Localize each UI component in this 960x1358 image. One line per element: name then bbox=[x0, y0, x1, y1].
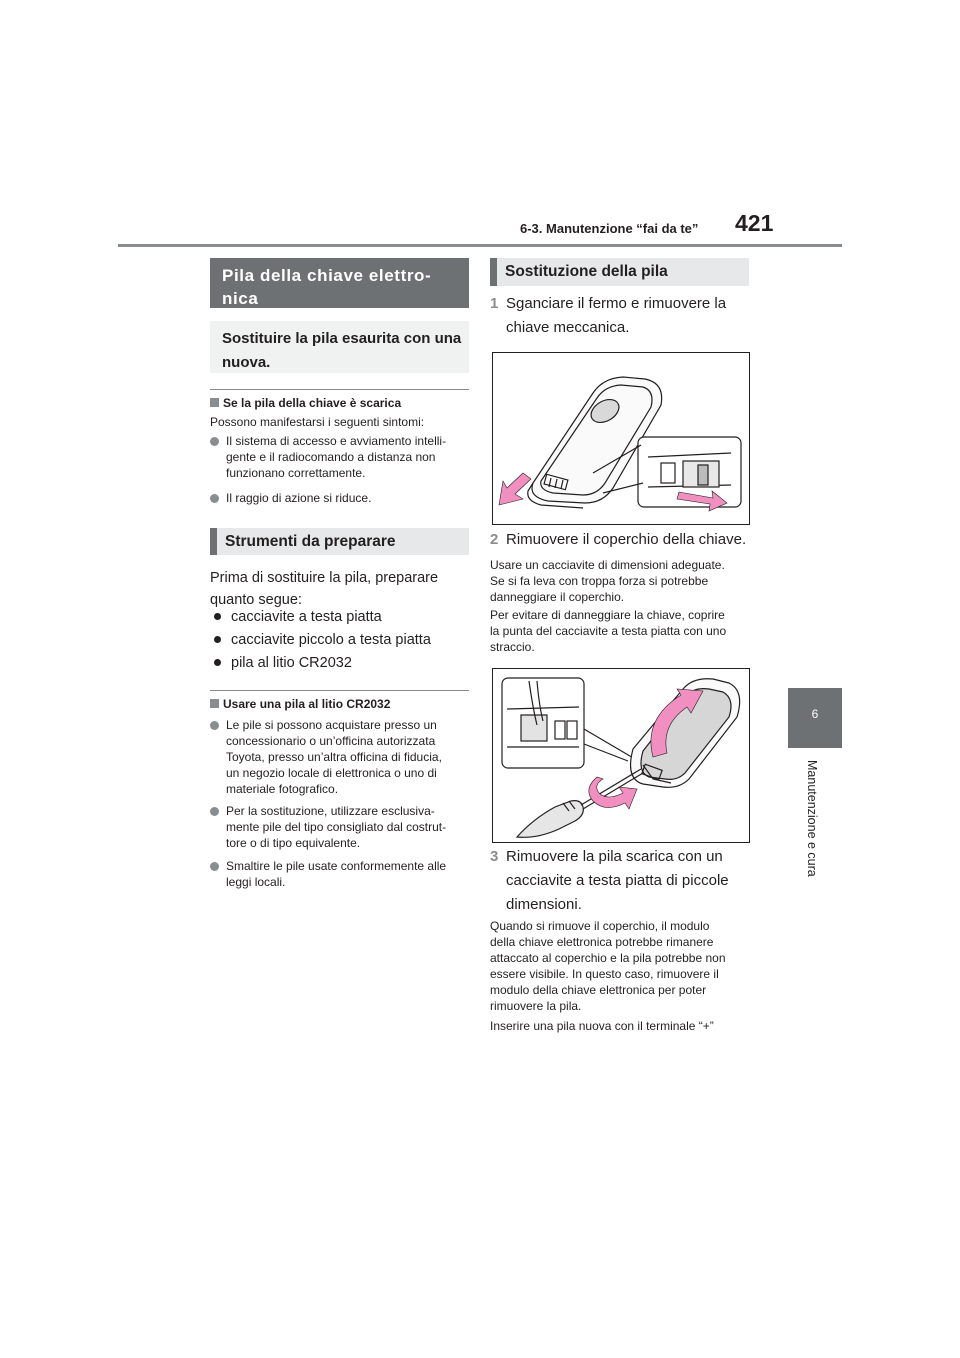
symptom-1-line-2: gente e il radiocomando a distanza non bbox=[226, 450, 436, 464]
step-3-note-1-line-2: della chiave elettronica potrebbe rimanere bbox=[490, 935, 714, 949]
step-2-text: Rimuovere il coperchio della chiave. bbox=[506, 531, 747, 548]
battery-heading-line1: Pila della chiave elettro- bbox=[222, 266, 432, 285]
header-rule bbox=[118, 244, 842, 247]
step-2-note-1 bbox=[490, 557, 725, 605]
lithium-heading bbox=[210, 696, 390, 712]
dot-bullet-icon bbox=[210, 437, 219, 446]
step-3-note-2: Inserire una pila nuova con il terminale “+” bbox=[490, 1019, 714, 1033]
step-2-number: 2 bbox=[490, 531, 499, 548]
step-1-line2: chiave meccanica. bbox=[506, 319, 630, 336]
symptom-2-line-1: Il raggio di azione si riduce. bbox=[226, 491, 372, 505]
step-2-note-2-line-3: straccio. bbox=[490, 640, 535, 654]
tool-1: cacciavite a testa piatta bbox=[231, 609, 382, 625]
step-3-note-1-line-4: essere visibile. In questo caso, rimuovere il bbox=[490, 967, 719, 981]
step-3-note-1-line-5: modulo della chiave elettronica per poter bbox=[490, 983, 707, 997]
chapter-label bbox=[772, 760, 852, 890]
step-2-note-1-line-2: Se si fa leva con troppa forza si potrebbe bbox=[490, 574, 709, 588]
tool-item bbox=[210, 652, 352, 674]
note-3-line-2: leggi locali. bbox=[226, 875, 286, 889]
step-1-line1: Sganciare il fermo e rimuovere la bbox=[506, 295, 727, 312]
step-2-note-2 bbox=[490, 607, 726, 655]
note-1-line-3: Toyota, presso un’altra officina di fiducia, bbox=[226, 750, 442, 764]
lithium-heading-text: Usare una pila al litio CR2032 bbox=[223, 697, 391, 711]
cover-removal-illustration bbox=[493, 669, 749, 842]
bullet-icon bbox=[214, 659, 221, 666]
chapter-label-text: Manutenzione e cura bbox=[805, 760, 819, 877]
dot-bullet-icon bbox=[210, 862, 219, 871]
discharged-text: Possono manifestarsi i seguenti sintomi: bbox=[210, 415, 425, 429]
step-3 bbox=[490, 845, 729, 917]
square-bullet-icon bbox=[210, 699, 219, 708]
step-3-note-1 bbox=[490, 918, 726, 1014]
square-bullet-icon bbox=[210, 398, 219, 407]
step-2 bbox=[490, 528, 746, 552]
step-3-note-1-line-1: Quando si rimuove il coperchio, il modulo bbox=[490, 919, 710, 933]
step-3-number: 3 bbox=[490, 848, 499, 865]
intro-box bbox=[210, 321, 469, 373]
rule-1 bbox=[210, 389, 469, 390]
tool-2: cacciavite piccolo a testa piatta bbox=[231, 632, 431, 648]
step-3-note-1-line-3: attaccato al coperchio e la pila potrebbe non bbox=[490, 951, 726, 965]
step-1 bbox=[490, 292, 726, 340]
step-2-note-1-line-3: danneggiare il coperchio. bbox=[490, 590, 625, 604]
symptom-1-line-3: funzionano correttamente. bbox=[226, 466, 366, 480]
discharged-heading bbox=[210, 395, 401, 411]
note-2-line-3: tore o di tipo equivalente. bbox=[226, 836, 361, 850]
step-3-line1: Rimuovere la pila scarica con un bbox=[506, 848, 723, 865]
replacement-heading: Sostituzione della pila bbox=[490, 258, 749, 286]
step-2-note-2-line-1: Per evitare di danneggiare la chiave, coprire bbox=[490, 608, 725, 622]
rule-2 bbox=[210, 690, 469, 691]
step-2-note-2-line-2: la punta del cacciavite a testa piatta con uno bbox=[490, 624, 727, 638]
bullet-icon bbox=[214, 636, 221, 643]
battery-heading-line2: nica bbox=[222, 289, 259, 308]
note-1-line-4: un negozio locale di elettronica o uno di bbox=[226, 766, 437, 780]
figure-cover-removal bbox=[492, 668, 750, 843]
page-number: 421 bbox=[735, 210, 774, 236]
tool-item bbox=[210, 606, 382, 628]
symptom-1-line-1: Il sistema di accesso e avviamento intelli- bbox=[226, 434, 447, 448]
tools-intro-line2: quanto segue: bbox=[210, 592, 302, 608]
dot-bullet-icon bbox=[210, 494, 219, 503]
step-3-line3: dimensioni. bbox=[506, 896, 582, 913]
figure-key-release bbox=[492, 352, 750, 525]
step-2-note-1-line-1: Usare un cacciavite di dimensioni adeguate. bbox=[490, 558, 725, 572]
note-2-line-1: Per la sostituzione, utilizzare esclusiva- bbox=[226, 804, 435, 818]
tools-intro-line1: Prima di sostituire la pila, preparare bbox=[210, 570, 439, 586]
bullet-icon bbox=[214, 613, 221, 620]
note-1-line-5: materiale fotografico. bbox=[226, 782, 339, 796]
tool-item bbox=[210, 629, 431, 651]
dot-bullet-icon bbox=[210, 721, 219, 730]
battery-heading bbox=[210, 258, 469, 308]
key-release-illustration bbox=[493, 353, 749, 524]
step-3-note-1-line-6: rimuovere la pila. bbox=[490, 999, 582, 1013]
tools-intro bbox=[210, 567, 438, 611]
section-title: 6-3. Manutenzione “fai da te” bbox=[520, 221, 699, 236]
note-1-line-2: concessionario o un’officina autorizzata bbox=[226, 734, 436, 748]
note-2-line-2: mente pile del tipo consigliato dal costrut- bbox=[226, 820, 447, 834]
tools-heading: Strumenti da preparare bbox=[210, 528, 469, 555]
step-1-number: 1 bbox=[490, 295, 499, 312]
chapter-number: 6 bbox=[811, 707, 819, 721]
intro-line2: nuova. bbox=[222, 354, 271, 371]
intro-line1: Sostituire la pila esaurita con una bbox=[222, 330, 462, 347]
step-3-line2: cacciavite a testa piatta di piccole bbox=[506, 872, 729, 889]
tool-3: pila al litio CR2032 bbox=[231, 655, 352, 671]
note-3-line-1: Smaltire le pile usate conformemente alle bbox=[226, 859, 447, 873]
dot-bullet-icon bbox=[210, 807, 219, 816]
discharged-heading-text: Se la pila della chiave è scarica bbox=[223, 396, 402, 410]
note-1-line-1: Le pile si possono acquistare presso un bbox=[226, 718, 437, 732]
